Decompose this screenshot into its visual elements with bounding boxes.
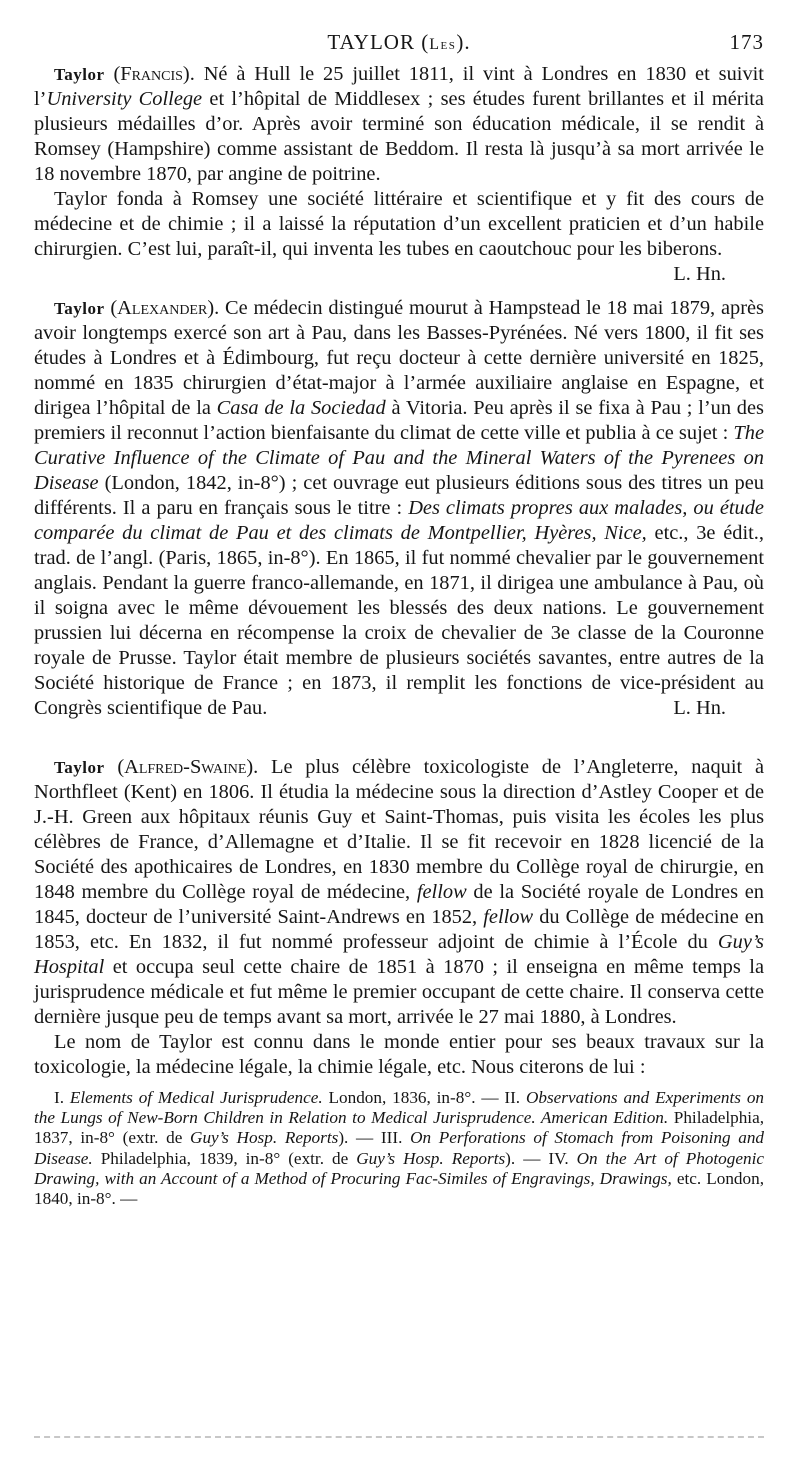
entry-body: etc., 3e édit., trad. de l’angl. (Paris, 1865, in-8°). En 1865, il fut nommé chevalier par le gouvernement anglais. Pendant la guerre franco-allemande, en 1871, il dirigea une ambulance à Pau, où il soigna avec le même dévouement les blessés des deux nations. Le gouvernement prussien lui décerna en récompense la croix de chevalier de 3e classe de la Couronne royale de Prusse. Taylor était membre de plusieurs sociétés savantes, entre autres de la Société historique de France ; en 1873, il remplit les fonctions de vice-président au Congrès scientifique de Pau.: [34, 522, 765, 719]
signature: L. Hn.: [673, 697, 726, 719]
bib-title: On the Art of Photogenic Drawing, with an Account of a Method of Procuring Fac-Similes of Engravings, Drawings,: [34, 1148, 764, 1188]
entry-body: Né à Hull le 25 juillet 1811, il vint à Londres en 1830 et suivit l’: [34, 63, 764, 110]
entry-francis: [34, 62, 764, 187]
entry-italic: Des climats propres aux malades, ou étude comparée du climat de Pau et des climats de Montpellier, Hyères, Nice,: [34, 497, 764, 544]
entry-head: Taylor: [54, 65, 105, 84]
entry-italic: Guy’s Hospital: [34, 931, 764, 978]
entry-body: de la Société royale de Londres en 1845, docteur de l’université Saint-Andrews en 1852,: [34, 881, 764, 928]
entry-body: Ce médecin distingué mourut à Hampstead le 18 mai 1879, après avoir longtemps exercé son art à Pau, dans les Basses-Pyrénées. Né vers 1800, il fit ses études à Londres et à Édimbourg, fut reçu docteur à cette dernière université en 1825, nommé en 1835 chirurgien d’état-major à l’armée auxiliaire anglaise en Espagne, et dirigea l’hôpital de la: [34, 297, 764, 419]
bib-rest: Philadelphia, 1837, in-8° (extr. de: [34, 1108, 764, 1148]
page-number: 173: [729, 30, 764, 54]
bib-title: Guy’s Hosp. Reports: [356, 1148, 506, 1168]
entry-name: (Francis).: [113, 63, 195, 85]
title-main: TAYLOR (: [327, 30, 430, 54]
bib-rest: London, 1836, in-8°. —: [322, 1088, 505, 1107]
bib-rest: Philadelphia, 1839, in-8° (extr. de: [92, 1148, 357, 1168]
bib-num: III.: [380, 1128, 411, 1148]
bibliography: [34, 1088, 764, 1209]
entry-name: (Alfred-Swaine).: [117, 756, 259, 778]
bib-title: Guy’s Hosp. Reports: [190, 1128, 339, 1148]
entry-body: Taylor fonda à Romsey une société littéraire et scientifique et y fit des cours de médecine et de chimie ; il a laissé la réputation d’un excellent praticien et d’un habile chirurgien. C’est lui, paraît-il, qui inventa les tubes en caoutchouc pour les biberons.: [34, 188, 764, 260]
page: [34, 0, 764, 1477]
bib-rest: ). —: [338, 1128, 381, 1148]
entry-head: Taylor: [54, 758, 105, 777]
bib-rest: etc. London, 1840, in-8°. —: [34, 1168, 764, 1209]
entry-italic: fellow: [416, 881, 467, 903]
main-text: [34, 62, 764, 1209]
bib-num: I.: [54, 1088, 70, 1107]
title-end: ).: [456, 30, 471, 54]
entry-body: à Vitoria. Peu après il se fixa à Pau ; l’un des premiers il reconnut l’action bienfaisante du climat de cette ville et publia à ce sujet :: [34, 397, 764, 444]
entry-name: (Alexander).: [110, 297, 220, 319]
entry-italic: Casa de la Sociedad: [216, 397, 386, 419]
running-title: [34, 30, 764, 55]
entry-body: du Collège de médecine en 1853, etc. En 1832, il fut nommé professeur adjoint de chimie à l’École du: [34, 906, 764, 953]
signature: L. Hn.: [673, 263, 726, 285]
running-header: [34, 30, 764, 60]
entry-body: et occupa seul cette chaire de 1851 à 1870 ; il enseigna en même temps la jurisprudence médicale et fut même le premier occupant de cette chaire. Il conserva cette dernière jusque peu de temps avant sa mort, arrivée le 27 mai 1880, à Londres.: [34, 956, 764, 1028]
entry-alexander: [34, 296, 764, 721]
bib-title: Observations and Experiments on the Lungs of New-Born Children in Relation to Medical Jurisprudence. American Edition.: [34, 1088, 765, 1128]
entry-italic: fellow: [483, 906, 534, 928]
entry-italic: University College: [46, 88, 203, 110]
bib-rest: ). —: [505, 1148, 549, 1168]
title-small-caps: Les: [429, 36, 457, 53]
entry-alfred-swaine-para2: [34, 1030, 764, 1080]
entry-body: Le nom de Taylor est connu dans le monde entier pour ses beaux travaux sur la toxicologie, la médecine légale, la chimie légale, etc. Nous citerons de lui :: [34, 1031, 764, 1078]
entry-alfred-swaine: [34, 755, 764, 1030]
bib-title: Elements of Medical Jurisprudence.: [69, 1088, 323, 1107]
bib-num: II.: [504, 1088, 526, 1107]
entry-italic: The Curative Influence of the Climate of Pau and the Mineral Waters of the Pyrenees on Disease: [34, 422, 764, 494]
entry-body: (London, 1842, in-8°) ; cet ouvrage eut plusieurs éditions sous des titres un peu différents. Il a paru en français sous le titre :: [34, 472, 764, 519]
bottom-scan-noise: [34, 1436, 764, 1442]
bib-title: On Perforations of Stomach from Poisoning and Disease.: [34, 1128, 765, 1168]
entry-francis-para2: [34, 187, 764, 285]
entry-body: Le plus célèbre toxicologiste de l’Angleterre, naquit à Northfleet (Kent) en 1806. Il étudia la médecine sous la direction d’Astley Cooper et de J.-H. Green aux hôpitaux réunis Guy et Saint-Thomas, puis visita les écoles les plus célèbres de France, d’Allemagne et d’Italie. Il se fit recevoir en 1828 licencié de la Société des apothicaires de Londres, en 1830 membre du Collège royal de chirurgie, en 1848 membre du Collège royal de médecine,: [34, 756, 764, 903]
bib-num: IV.: [548, 1148, 577, 1168]
entry-body: et l’hôpital de Middlesex ; ses études furent brillantes et il mérita plusieurs médailles d’or. Après avoir terminé son éducation médicale, il se rendit à Romsey (Hampshire) comme assistant de Beddom. Il resta là jusqu’à sa mort arrivée le 18 novembre 1870, par angine de poitrine.: [34, 88, 764, 185]
entry-head: Taylor: [54, 299, 105, 318]
